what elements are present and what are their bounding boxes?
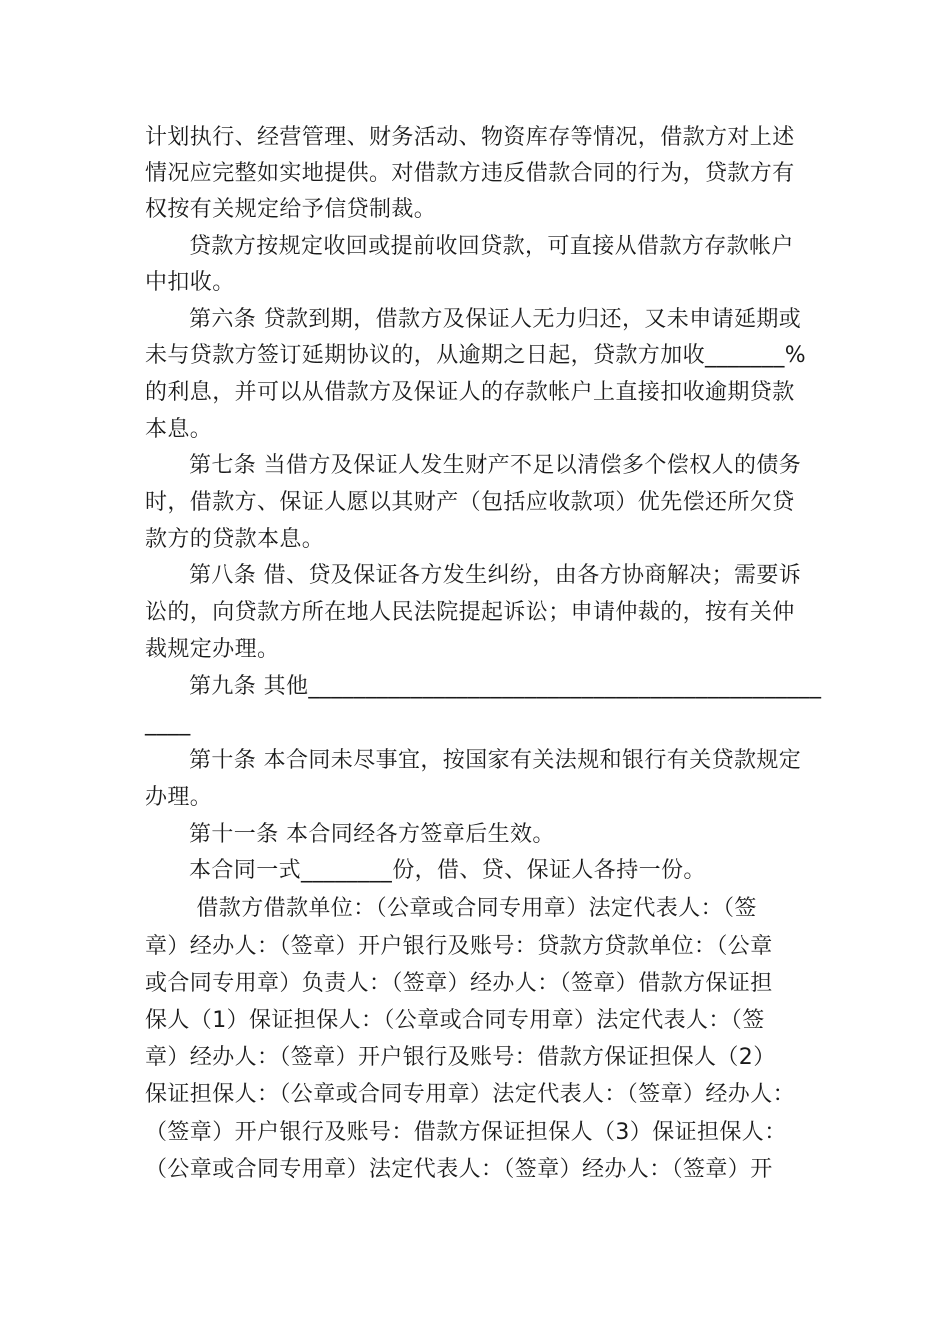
paragraph-start-line: 贷款方按规定收回或提前收回贷款，可直接从借款方存款帐户 <box>189 234 794 259</box>
article-7-heading-line: 第七条 当借方及保证人发生财产不足以清偿多个偿权人的债务 <box>189 453 802 478</box>
signature-block-line: 章）经办人：（签章）开户银行及账号：贷款方贷款单位：（公章 <box>145 934 773 959</box>
article-10-heading-line: 第十条 本合同未尽事宜，按国家有关法规和银行有关贷款规定 <box>189 748 802 773</box>
text-line: 未与贷款方签订延期协议的，从逾期之日起，贷款方加收_______% <box>145 343 807 368</box>
signature-block-line: 借款方借款单位：（公章或合同专用章）法定代表人：（签 <box>189 896 757 921</box>
text-line: 讼的，向贷款方所在地人民法院提起诉讼；申请仲裁的，按有关仲 <box>145 600 795 625</box>
signature-block-line: 章）经办人：（签章）开户银行及账号：借款方保证担保人（2） <box>145 1045 776 1070</box>
signature-block-line: 或合同专用章）负责人：（签章）经办人：（签章）借款方保证担 <box>145 971 773 996</box>
article-11-heading-line: 第十一条 本合同经各方签章后生效。 <box>189 822 555 847</box>
text-line: 中扣收。 <box>145 270 235 295</box>
text-line: 款方的贷款本息。 <box>145 527 325 552</box>
text-line: 情况应完整如实地提供。对借款方违反借款合同的行为，贷款方有 <box>145 161 795 186</box>
signature-block-line: （签章）开户银行及账号：借款方保证担保人（3）保证担保人： <box>145 1120 787 1145</box>
signature-block-line: 保证担保人：（公章或合同专用章）法定代表人：（签章）经办人： <box>145 1082 796 1107</box>
text-line: 本息。 <box>145 417 213 442</box>
text-line: ____ <box>145 711 191 736</box>
text-line: 裁规定办理。 <box>145 637 280 662</box>
copies-line: 本合同一式________份，借、贷、保证人各持一份。 <box>189 858 706 883</box>
article-9-heading-line: 第九条 其他_____________________________________________ <box>189 674 822 699</box>
text-line: 权按有关规定给予信贷制裁。 <box>145 197 437 222</box>
text-line: 的利息，并可以从借款方及保证人的存款帐户上直接扣收逾期贷款 <box>145 380 795 405</box>
signature-block-line: （公章或合同专用章）法定代表人：（签章）经办人：（签章）开 <box>145 1157 773 1182</box>
text-line: 计划执行、经营管理、财务活动、物资库存等情况，借款方对上述 <box>145 125 795 150</box>
article-8-heading-line: 第八条 借、贷及保证各方发生纠纷，由各方协商解决；需要诉 <box>189 563 802 588</box>
text-line: 时，借款方、保证人愿以其财产（包括应收款项）优先偿还所欠贷 <box>145 490 795 515</box>
text-line: 办理。 <box>145 785 213 810</box>
article-6-heading-line: 第六条 贷款到期，借款方及保证人无力归还，又未申请延期或 <box>189 307 802 332</box>
signature-block-line: 保人（1）保证担保人：（公章或合同专用章）法定代表人：（签 <box>145 1008 765 1033</box>
